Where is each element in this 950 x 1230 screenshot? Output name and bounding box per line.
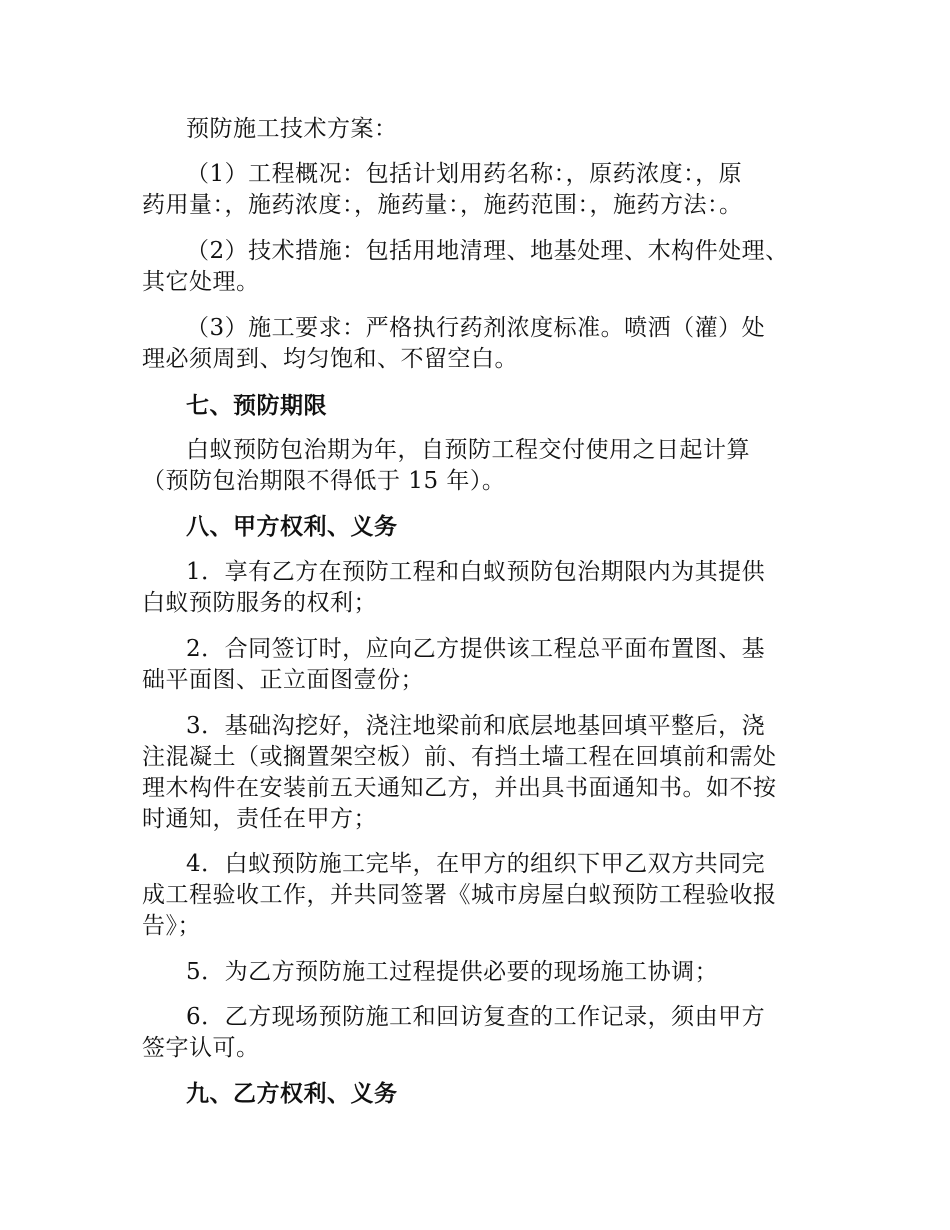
paragraph-line: （3）施工要求：严格执行药剂浓度标准。喷洒（灌）处	[186, 315, 766, 341]
paragraph	[142, 313, 822, 375]
heading-text: 八、甲方权利、义务	[186, 514, 398, 540]
paragraph-line: 3．基础沟挖好，浇注地梁前和底层地基回填平整后，浇	[186, 713, 766, 739]
paragraph-line: 其它处理。	[142, 269, 260, 295]
paragraph-line: 6．乙方现场预防施工和回访复查的工作记录，须由甲方	[186, 1004, 766, 1030]
paragraph	[142, 849, 822, 942]
paragraph-line: （1）工程概况：包括计划用药名称：，原药浓度：，原	[186, 161, 743, 187]
paragraph-line: 1．享有乙方在预防工程和白蚁预防包治期限内为其提供	[186, 559, 766, 585]
paragraph-line: 告》；	[142, 913, 201, 939]
heading-text: 九、乙方权利、义务	[186, 1081, 398, 1107]
paragraph-line: 5．为乙方预防施工过程提供必要的现场施工协调；	[186, 959, 719, 985]
paragraph	[142, 159, 822, 221]
paragraph-line: 白蚁预防包治期为年，自预防工程交付使用之日起计算	[186, 437, 750, 463]
paragraph	[142, 557, 822, 619]
section-heading	[142, 1079, 822, 1110]
paragraph-line: （2）技术措施：包括用地清理、地基处理、木构件处理、	[186, 238, 789, 264]
paragraph-line: 签字认可。	[142, 1035, 260, 1061]
paragraph-line: 注混凝土（或搁置架空板）前、有挡土墙工程在回填前和需处	[142, 744, 777, 770]
paragraph	[142, 711, 822, 835]
paragraph	[142, 957, 822, 988]
paragraph-line: 础平面图、正立面图壹份；	[142, 667, 424, 693]
paragraph-line: 白蚁预防服务的权利；	[142, 590, 377, 616]
paragraph	[142, 236, 822, 298]
paragraph	[142, 634, 822, 696]
paragraph-line: （预防包治期限不得低于 15 年）。	[142, 468, 506, 494]
paragraph-line: 预防施工技术方案：	[186, 116, 398, 142]
paragraph-line: 2．合同签订时，应向乙方提供该工程总平面布置图、基	[186, 636, 766, 662]
paragraph-line: 成工程验收工作，并共同签署《城市房屋白蚁预防工程验收报	[142, 882, 777, 908]
section-heading	[142, 391, 822, 422]
paragraph	[142, 1002, 822, 1064]
paragraph-line: 理必须周到、均匀饱和、不留空白。	[142, 346, 518, 372]
paragraph	[142, 114, 822, 145]
heading-text: 七、预防期限	[186, 393, 327, 419]
paragraph	[142, 435, 822, 497]
paragraph-line: 4．白蚁预防施工完毕，在甲方的组织下甲乙双方共同完	[186, 851, 766, 877]
section-heading	[142, 512, 822, 543]
paragraph-line: 时通知，责任在甲方；	[142, 806, 377, 832]
paragraph-line: 药用量：，施药浓度：，施药量：，施药范围：，施药方法：。	[142, 192, 743, 218]
paragraph-line: 理木构件在安装前五天通知乙方，并出具书面通知书。如不按	[142, 775, 777, 801]
